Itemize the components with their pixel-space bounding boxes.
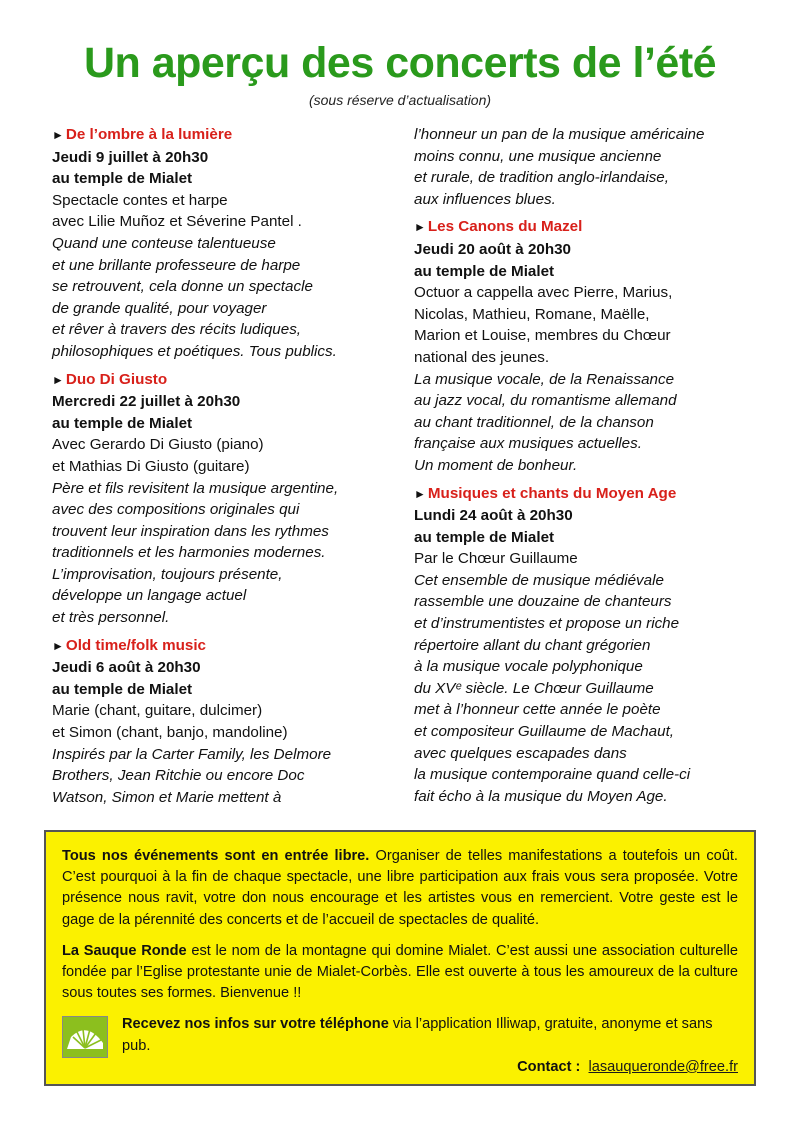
event-desc-line: Inspirés par la Carter Family, les Delmore [52,745,332,763]
event-desc-line: Quand une conteuse talentueuse [52,234,276,252]
event-desc-line: Père et fils revisitent la musique argentine, [52,479,339,497]
event-desc-line: développe un langage actuel [52,587,247,605]
event-desc-line: et compositeur Guillaume de Machaut, [414,723,675,741]
event-line: Marie (chant, guitare, dulcimer) [52,702,263,720]
app-row [62,1014,738,1078]
event-desc-line: Brothers, Jean Ritchie ou encore Doc [52,767,305,785]
event-title: De l’ombre à la lumière [65,126,233,143]
event-title: Duo Di Giusto [65,370,168,388]
event-desc-line: et rurale, de tradition anglo-irlandaise, [414,169,669,187]
event-line: Par le Chœur Guillaume [414,550,578,568]
event-place: au temple de Mialet [414,528,555,546]
event-line: Octuor a cappella avec Pierre, Marius, [414,284,673,302]
event-line: et Mathias Di Giusto (guitare) [52,457,250,475]
event-moyen-age [414,483,770,808]
info-bold: La Sauque Ronde [62,942,187,959]
info-bold: Tous nos événements sont en entrée libre. [62,848,370,864]
event-date: Jeudi 20 août à 20h30 [414,240,572,258]
event-title: Les Canons du Mazel [427,218,583,236]
event-line: Nicolas, Mathieu, Romane, Maëlle, [414,305,650,323]
event-desc-line: du XVᵉ siècle. Le Chœur Guillaume [414,679,654,697]
event-title-row [52,635,402,658]
event-place: au temple de Mialet [414,262,555,280]
black-right-pointer-icon: ► [52,638,64,653]
event-title-row [52,369,402,392]
event-date: Jeudi 9 juillet à 20h30 [52,148,209,166]
page-subtitle: (sous réserve d’actualisation) [308,92,492,108]
event-desc-line: Un moment de bonheur. [414,456,578,474]
event-desc-line: Watson, Simon et Marie mettent à [52,788,282,806]
black-right-pointer-icon: ► [52,128,64,142]
event-desc-line: et rêver à travers des récits ludiques, [52,321,302,339]
right-column [414,124,770,813]
black-right-pointer-icon: ► [414,220,426,235]
black-right-pointer-icon: ► [52,372,64,387]
event-old-time-folk [52,635,402,809]
event-place: au temple de Mialet [52,414,193,432]
left-column [52,124,402,814]
event-desc-line: répertoire allant du chant grégorien [414,636,651,654]
event-desc-line: rassemble une douzaine de chanteurs [414,593,672,611]
event-duo-di-giusto [52,369,402,629]
event-line: avec Lilie Muñoz et Séverine Pantel . [52,213,302,231]
event-desc-line: trouvent leur inspiration dans les rythmes [52,522,329,540]
event-title: Musiques et chants du Moyen Age [427,484,677,502]
event-place: au temple de Mialet [52,170,193,188]
event-line: Spectacle contes et harpe [52,191,228,209]
black-right-pointer-icon: ► [414,486,426,501]
event-date: Mercredi 22 juillet à 20h30 [52,393,241,411]
event-desc-line: et une brillante professeure de harpe [52,256,301,274]
event-title-row [52,124,402,147]
event-desc-line: moins connu, une musique ancienne [414,147,662,165]
event-desc-line: de grande qualité, pour voyager [52,299,267,317]
page-title: Un aperçu des concerts de l’été [83,39,717,87]
event-title-row [414,483,770,506]
contact-row [122,1057,738,1078]
event-desc-line: avec quelques escapades dans [414,744,627,762]
event-canons-du-mazel [414,216,770,476]
illiwap-app-icon[interactable] [62,1016,108,1058]
event-desc-line: se retrouvent, cela donne un spectacle [52,278,313,296]
event-desc-line: met à l’honneur cette année le poète [414,701,661,719]
info-paragraph-entry [62,846,738,931]
event-line: Avec Gerardo Di Giusto (piano) [52,436,264,454]
event-title: Old time/folk music [65,636,206,654]
event-desc-line: et d’instrumentistes et propose un riche [414,615,680,633]
info-text: Organiser de telles manifestations a toutefois un coût. C’est pourquoi à la fin de chaque spectacle, une libre participation aux frais vous sera proposée. Votre présence nous ravit, votre don nous encourage et les artistes vous en remercient. Votre geste est le gage de la pérennité des concerts et de l’accueil de spectacles de qualité. [62,848,738,928]
event-desc-line: aux influences blues. [414,190,556,208]
contact-label: Contact : [517,1058,581,1075]
app-text [122,1014,738,1056]
event-line: national des jeunes. [414,348,550,366]
info-text: via l’application Illiwap, gratuite, anonyme et sans pub. [122,1016,713,1054]
event-desc-line: La musique vocale, de la Renaissance [414,370,675,388]
event-old-time-folk-continued [414,124,770,210]
event-desc-line: à la musique vocale polyphonique [414,658,643,676]
info-text: est le nom de la montagne qui domine Mialet. C’est aussi une association culturelle fondée par l’Eglise protestante unie de Mialet-Corbès. Elle est ouverte à tous les amoureux de la culture sous toutes ses formes. Bienvenue !! [62,942,738,1002]
event-desc-line: L’improvisation, toujours présente, [52,565,283,583]
event-desc-line: Cet ensemble de musique médiévale [414,571,664,589]
event-desc-line: la musique contemporaine quand celle-ci [414,766,691,784]
event-desc-line: avec des compositions originales qui [52,501,300,519]
event-desc-line: au jazz vocal, du romantisme allemand [414,392,677,410]
event-desc-line: philosophiques et poétiques. Tous publics. [52,342,337,360]
event-line: et Simon (chant, banjo, mandoline) [52,724,288,742]
event-line: Marion et Louise, membres du Chœur [414,327,671,345]
event-desc-line: traditionnels et les harmonies modernes. [52,544,326,562]
event-desc-line: l’honneur un pan de la musique américaine [414,126,705,143]
event-title-row [414,216,770,239]
illiwap-icon-graphic [63,1017,107,1057]
info-bold: Recevez nos infos sur votre téléphone [122,1016,389,1033]
event-ombre-lumiere [52,124,402,363]
event-desc-line: au chant traditionnel, de la chanson [414,413,654,431]
info-paragraph-association [62,941,738,1005]
event-desc-line: et très personnel. [52,609,170,627]
event-desc-line: française aux musiques actuelles. [414,435,642,453]
info-box [44,830,756,1086]
event-place: au temple de Mialet [52,680,193,698]
event-date: Lundi 24 août à 20h30 [414,507,573,525]
event-date: Jeudi 6 août à 20h30 [52,659,201,677]
contact-email-link[interactable]: lasauqueronde@free.fr [588,1058,738,1075]
event-desc-line: fait écho à la musique du Moyen Age. [414,787,668,805]
